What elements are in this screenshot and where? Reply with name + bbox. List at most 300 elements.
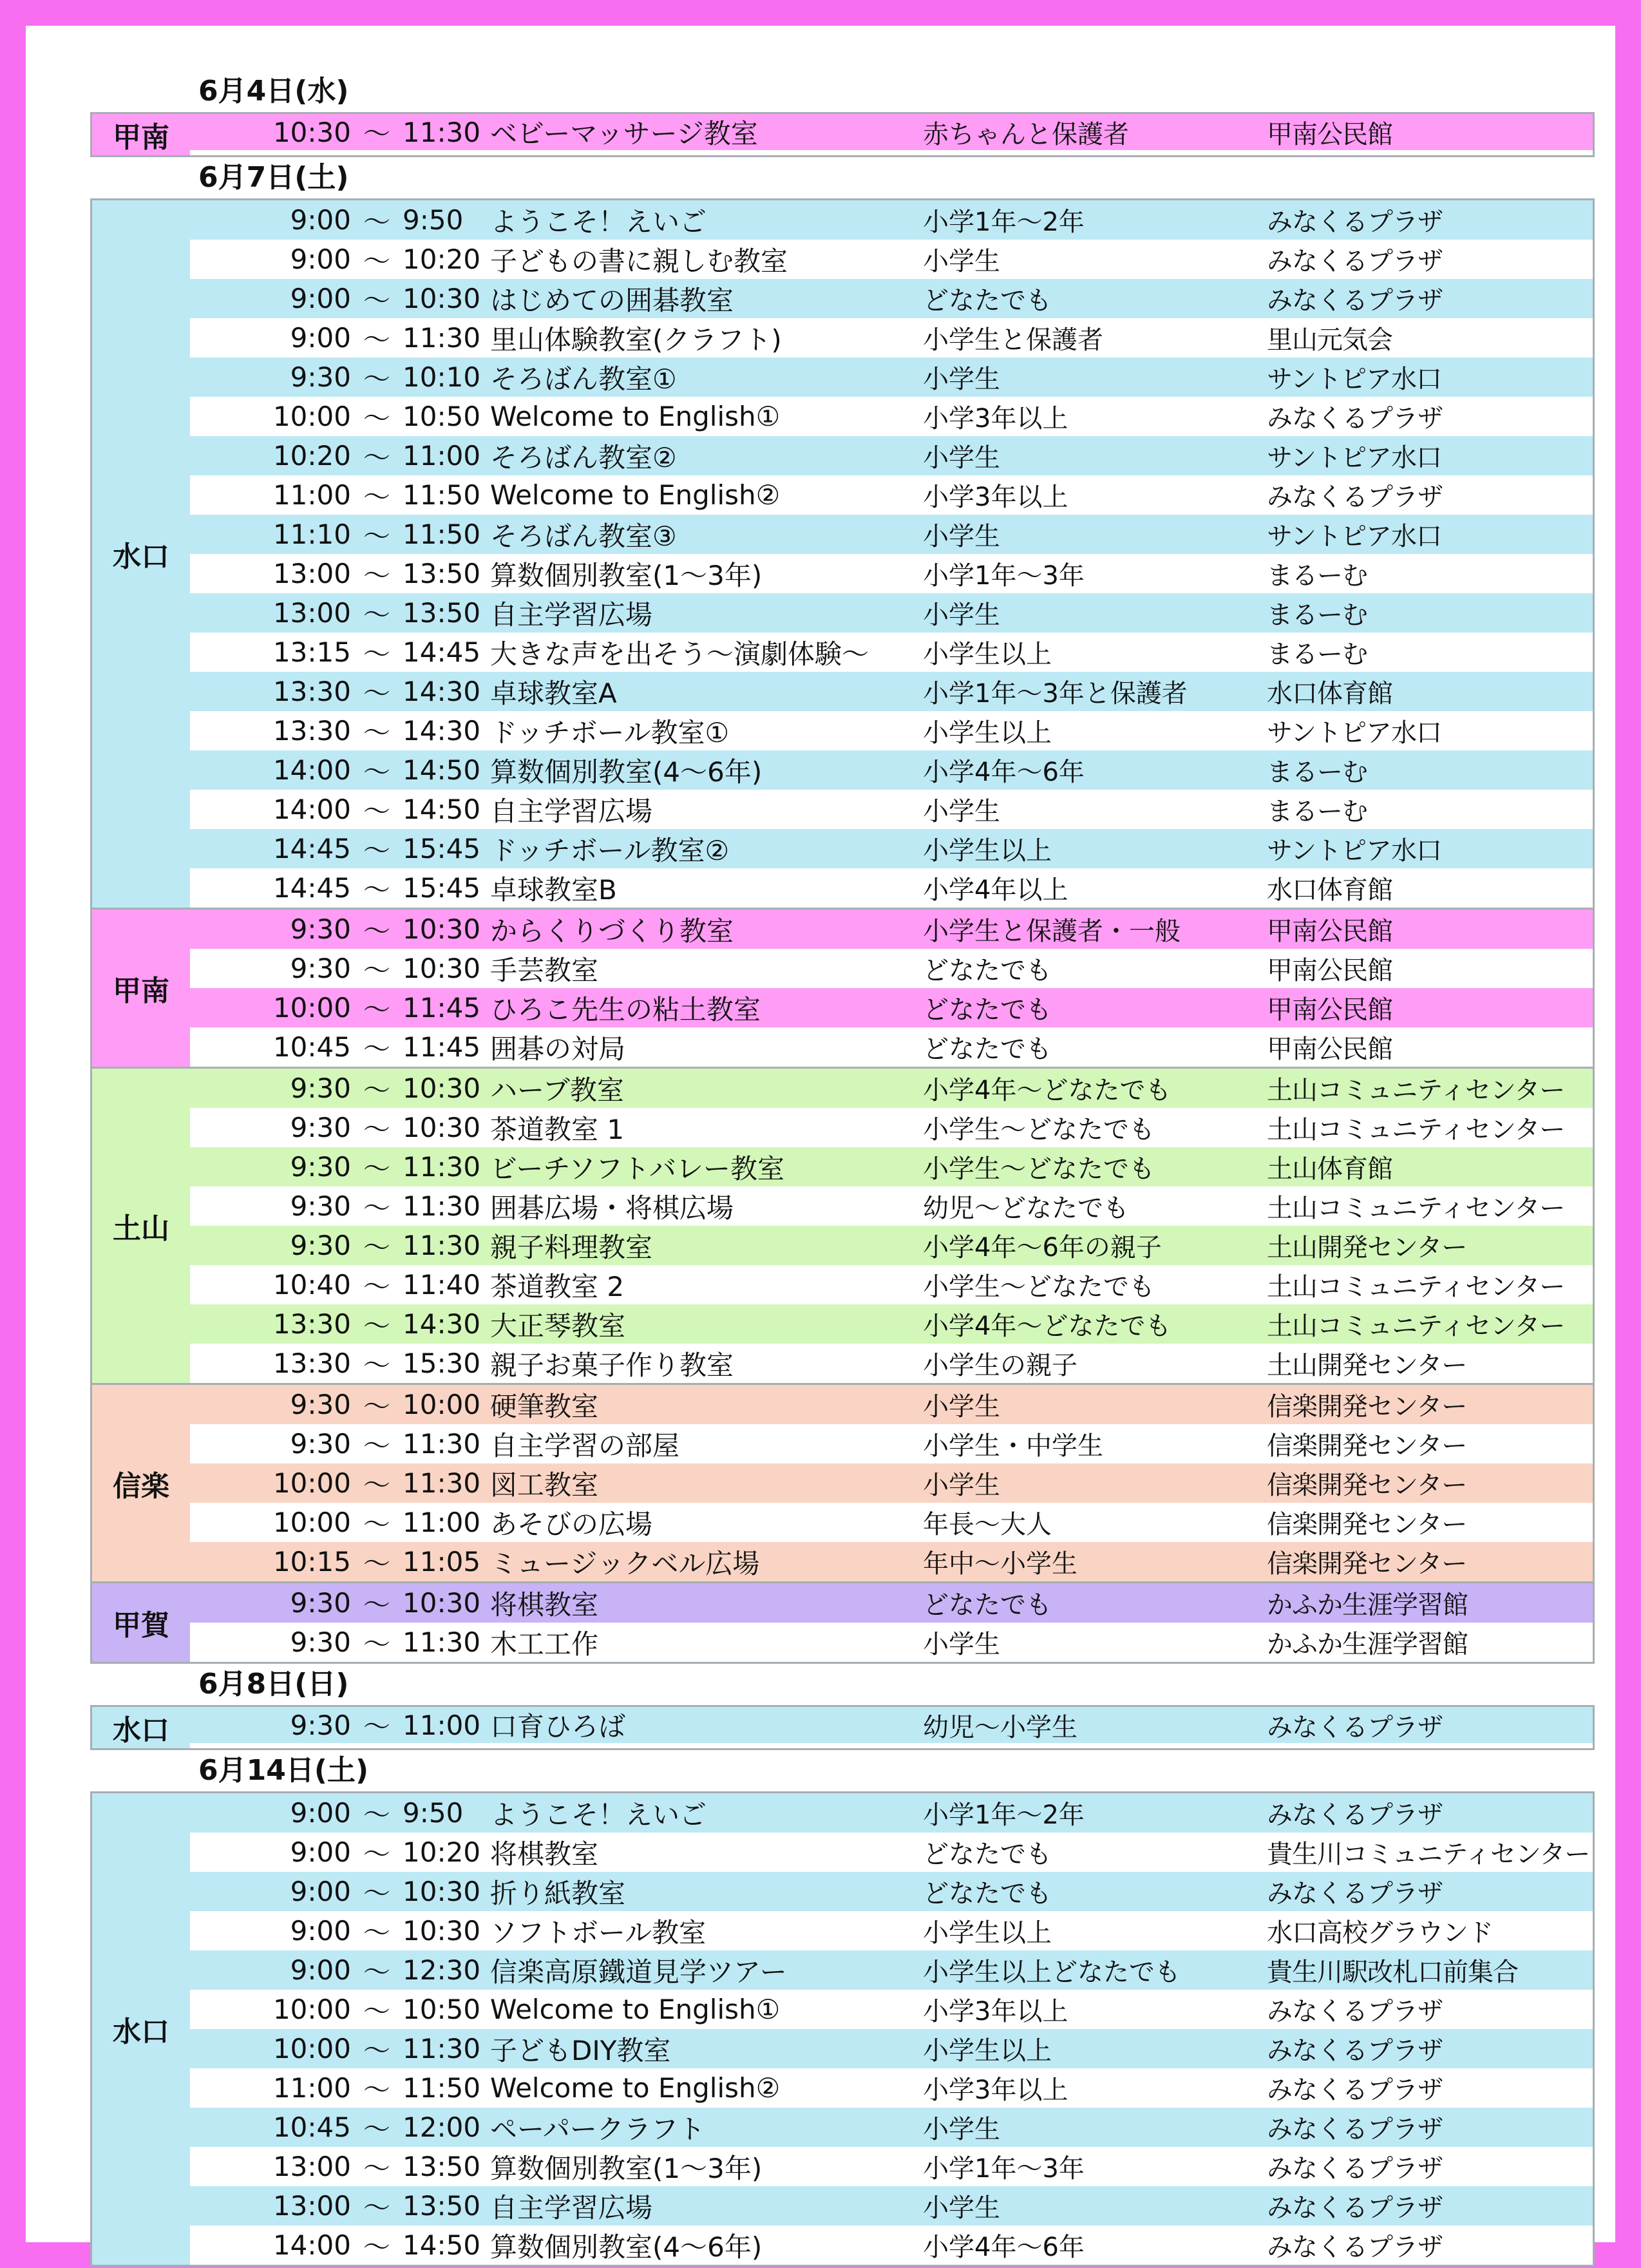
event-name: ドッチボール教室② (490, 834, 730, 866)
event-row (190, 988, 1593, 1027)
event-rows (190, 910, 1593, 1067)
event-target: 小学4年～6年の親子 (923, 1233, 1162, 1263)
start-time: 13:30 (272, 676, 351, 707)
start-time: 13:30 (272, 1348, 351, 1379)
event-place: みなくるプラザ (1267, 2233, 1443, 2262)
event-row (190, 2225, 1593, 2265)
event-place: 甲南公民館 (1267, 995, 1392, 1025)
event-name: 大正琴教室 (490, 1310, 626, 1342)
time-separator: ～ (363, 598, 390, 631)
event-name: 茶道教室 2 (490, 1270, 625, 1302)
event-name: 里山体験教室(クラフト) (490, 323, 782, 356)
event-name: 木工工作 (490, 1628, 599, 1660)
end-time: 11:00 (403, 440, 481, 472)
event-target: 幼児～小学生 (923, 1712, 1077, 1742)
event-row (190, 475, 1593, 515)
event-place: 水口体育館 (1267, 875, 1392, 905)
event-place: 甲南公民館 (1267, 917, 1392, 946)
event-rows (190, 1583, 1593, 1662)
end-time: 10:20 (403, 1836, 481, 1868)
time-separator: ～ (363, 1711, 390, 1742)
event-name: ベビーマッサージ教室 (490, 118, 758, 149)
end-time: 11:50 (403, 479, 481, 511)
area-group (90, 112, 1595, 157)
time-separator: ～ (363, 1877, 390, 1909)
start-time: 9:00 (290, 1797, 351, 1829)
time-separator: ～ (363, 1429, 390, 1462)
area-label: 信楽 (92, 1385, 190, 1581)
event-rows (190, 114, 1593, 155)
time-separator: ～ (363, 1074, 390, 1106)
time-separator: ～ (363, 363, 390, 395)
end-time: 10:30 (403, 953, 481, 984)
date-heading: 6月4日(水) (198, 75, 349, 108)
event-name: 硬筆教室 (490, 1390, 599, 1422)
event-place: まるーむ (1267, 600, 1367, 630)
date-heading: 6月7日(土) (198, 161, 349, 194)
time-separator: ～ (363, 559, 390, 591)
start-time: 9:00 (290, 204, 351, 236)
area-label: 甲南 (92, 910, 190, 1067)
area-group (90, 1069, 1595, 1385)
start-time: 10:00 (272, 1507, 351, 1538)
time-separator: ～ (363, 1956, 390, 1988)
event-row (190, 1463, 1593, 1503)
event-name: 卓球教室A (490, 677, 617, 709)
event-row (190, 2108, 1593, 2147)
start-time: 9:30 (290, 1151, 351, 1183)
end-time: 9:50 (403, 204, 464, 236)
event-row (190, 1872, 1593, 1911)
area-group (90, 910, 1595, 1069)
time-separator: ～ (363, 677, 390, 709)
time-separator: ～ (363, 834, 390, 866)
time-separator: ～ (363, 284, 390, 316)
event-target: 小学生 (923, 247, 1000, 276)
event-name: 子どもDIY教室 (490, 2034, 671, 2066)
time-separator: ～ (363, 915, 390, 947)
end-time: 10:50 (403, 401, 481, 432)
event-name: 自主学習広場 (490, 598, 653, 631)
end-time: 10:00 (403, 1389, 481, 1420)
event-place: みなくるプラザ (1267, 2075, 1443, 2105)
time-separator: ～ (363, 993, 390, 1025)
event-row (190, 554, 1593, 593)
event-target: 小学生 (923, 443, 1000, 473)
time-separator: ～ (363, 795, 390, 827)
event-place: 貴生川駅改札口前集合 (1267, 1958, 1518, 1987)
start-time: 9:30 (290, 953, 351, 984)
event-place: みなくるプラザ (1267, 247, 1443, 276)
end-time: 11:30 (403, 1467, 481, 1499)
event-row (190, 868, 1593, 908)
event-row (190, 1833, 1593, 1872)
event-target: 小学1年～3年 (923, 561, 1085, 591)
start-time: 11:00 (272, 2072, 351, 2104)
event-name: 親子お菓子作り教室 (490, 1349, 734, 1381)
event-row (190, 1344, 1593, 1383)
start-time: 14:45 (272, 872, 351, 904)
event-name: あそびの広場 (490, 1508, 653, 1540)
event-place: サントピア水口 (1267, 522, 1441, 551)
end-time: 10:30 (403, 913, 481, 945)
event-place: サントピア水口 (1267, 443, 1441, 473)
event-place: みなくるプラザ (1267, 1712, 1443, 1742)
end-time: 14:30 (403, 1308, 481, 1340)
event-target: 小学3年以上 (923, 404, 1068, 434)
start-time: 10:20 (272, 440, 351, 472)
event-row (190, 633, 1593, 672)
area-label: 土山 (92, 1069, 190, 1383)
event-target: どなたでも (923, 1879, 1052, 1909)
end-time: 14:50 (403, 794, 481, 825)
end-time: 11:30 (403, 322, 481, 354)
event-target: 年長～大人 (923, 1510, 1052, 1539)
event-name: からくりづくり教室 (490, 915, 734, 947)
event-place: 水口体育館 (1267, 679, 1392, 709)
event-place: みなくるプラザ (1267, 2115, 1443, 2144)
event-place: 甲南公民館 (1267, 1034, 1392, 1064)
start-time: 9:00 (290, 1876, 351, 1907)
event-row (190, 1707, 1593, 1743)
event-place: みなくるプラザ (1267, 1879, 1443, 1909)
event-name: 口育ひろば (490, 1711, 626, 1742)
start-time: 13:30 (272, 715, 351, 747)
event-target: 小学生 (923, 600, 1000, 630)
event-place: みなくるプラザ (1267, 1800, 1443, 1830)
event-place: 信楽開発センター (1267, 1549, 1467, 1579)
end-time: 10:30 (403, 1072, 481, 1104)
event-target: 小学生～どなたでも (923, 1154, 1155, 1184)
event-row (190, 357, 1593, 397)
time-separator: ～ (363, 481, 390, 513)
end-time: 11:40 (403, 1269, 481, 1301)
end-time: 10:30 (403, 1915, 481, 1947)
event-name: Welcome to English② (490, 479, 781, 511)
event-name: 図工教室 (490, 1469, 599, 1501)
event-row (190, 1385, 1593, 1424)
event-rows (190, 1385, 1593, 1581)
event-row (190, 1186, 1593, 1226)
start-time: 10:30 (272, 116, 351, 148)
start-time: 9:00 (290, 1954, 351, 1986)
event-row (190, 1108, 1593, 1147)
event-row (190, 240, 1593, 279)
date-heading: 6月14日(土) (198, 1754, 369, 1787)
event-place: かふか生涯学習館 (1267, 1630, 1468, 1659)
time-separator: ～ (363, 1547, 390, 1579)
end-time: 11:45 (403, 992, 481, 1024)
event-target: 小学生と保護者 (923, 325, 1103, 355)
event-target: 小学生 (923, 2193, 1000, 2223)
time-separator: ～ (363, 402, 390, 434)
event-place: 土山コミュニティセンター (1267, 1115, 1565, 1145)
event-place: みなくるプラザ (1267, 482, 1443, 512)
time-separator: ～ (363, 323, 390, 356)
event-row (190, 2147, 1593, 2186)
end-time: 10:30 (403, 1112, 481, 1143)
event-row (190, 711, 1593, 750)
time-separator: ～ (363, 1270, 390, 1302)
event-name: 信楽高原鐵道見学ツアー (490, 1956, 787, 1988)
time-separator: ～ (363, 1469, 390, 1501)
start-time: 9:00 (290, 243, 351, 275)
start-time: 9:00 (290, 1915, 351, 1947)
time-separator: ～ (363, 1390, 390, 1422)
end-time: 10:20 (403, 243, 481, 275)
time-separator: ～ (363, 1995, 390, 2027)
event-rows (190, 200, 1593, 908)
event-target: 小学生の親子 (923, 1351, 1077, 1380)
area-label: 甲南 (92, 114, 190, 155)
event-place: みなくるプラザ (1267, 286, 1443, 316)
time-separator: ～ (363, 2231, 390, 2263)
event-name: 算数個別教室(4～6年) (490, 2231, 763, 2263)
start-time: 9:30 (290, 1112, 351, 1143)
event-place: 土山コミュニティセンター (1267, 1272, 1565, 1302)
end-time: 10:30 (403, 283, 481, 314)
end-time: 13:50 (403, 597, 481, 629)
event-name: そろばん教室① (490, 363, 677, 395)
event-name: そろばん教室③ (490, 520, 677, 552)
event-target: 小学生 (923, 365, 1000, 394)
event-row (190, 1793, 1593, 1833)
start-time: 14:00 (272, 2229, 351, 2261)
event-target: 小学1年～2年 (923, 207, 1085, 237)
event-row (190, 1304, 1593, 1344)
event-row (190, 1147, 1593, 1186)
time-separator: ～ (363, 118, 390, 149)
event-row (190, 672, 1593, 711)
area-label: 水口 (92, 200, 190, 908)
event-place: みなくるプラザ (1267, 2193, 1443, 2223)
event-row (190, 515, 1593, 554)
event-rows (190, 1793, 1593, 2265)
event-target: どなたでも (923, 1840, 1052, 1869)
end-time: 14:45 (403, 636, 481, 668)
end-time: 11:50 (403, 2072, 481, 2104)
event-target: 赤ちゃんと保護者 (923, 119, 1129, 149)
end-time: 10:10 (403, 361, 481, 393)
event-target: 小学生と保護者・一般 (923, 917, 1181, 946)
end-time: 11:30 (403, 1230, 481, 1261)
event-name: Welcome to English① (490, 1994, 781, 2025)
end-time: 13:50 (403, 2151, 481, 2182)
event-target: 小学生以上 (923, 718, 1052, 748)
area-group (90, 1583, 1595, 1664)
event-row (190, 2029, 1593, 2068)
event-place: 土山コミュニティセンター (1267, 1311, 1565, 1341)
event-name: 折り紙教室 (490, 1877, 626, 1909)
end-time: 11:30 (403, 1428, 481, 1460)
event-name: ペーパークラフト (490, 2113, 705, 2145)
area-group (90, 1791, 1595, 2267)
event-row (190, 790, 1593, 829)
event-place: まるーむ (1267, 797, 1367, 826)
time-separator: ～ (363, 1838, 390, 1870)
event-target: 小学生以上 (923, 1918, 1052, 1948)
event-target: どなたでも (923, 1034, 1052, 1064)
event-place: サントピア水口 (1267, 836, 1441, 866)
end-time: 14:50 (403, 2229, 481, 2261)
event-target: 小学3年以上 (923, 2075, 1068, 2105)
event-target: 小学4年～6年 (923, 758, 1085, 787)
start-time: 9:00 (290, 322, 351, 354)
end-time: 15:45 (403, 872, 481, 904)
event-row (190, 1911, 1593, 1950)
event-name: そろばん教室② (490, 441, 677, 473)
start-time: 10:00 (272, 2033, 351, 2064)
time-separator: ～ (363, 1628, 390, 1660)
event-row (190, 436, 1593, 475)
time-separator: ～ (363, 1231, 390, 1263)
event-place: 土山開発センター (1267, 1233, 1467, 1263)
end-time: 11:50 (403, 519, 481, 550)
start-time: 10:45 (272, 1031, 351, 1063)
start-time: 14:00 (272, 794, 351, 825)
time-separator: ～ (363, 2152, 390, 2184)
time-separator: ～ (363, 1192, 390, 1224)
event-target: 小学生 (923, 522, 1000, 551)
event-row (190, 279, 1593, 318)
event-name: 囲碁の対局 (490, 1033, 626, 1065)
event-target: 小学1年～3年 (923, 2154, 1085, 2184)
event-place: 信楽開発センター (1267, 1510, 1467, 1539)
event-row (190, 1950, 1593, 1990)
event-name: 子どもの書に親しむ教室 (490, 245, 788, 277)
date-heading: 6月8日(日) (198, 1668, 349, 1701)
event-target: 小学生・中学生 (923, 1431, 1103, 1461)
event-target: 小学生以上 (923, 2036, 1052, 2066)
event-place: みなくるプラザ (1267, 207, 1443, 237)
event-row (190, 593, 1593, 633)
start-time: 9:30 (290, 361, 351, 393)
end-time: 12:30 (403, 1954, 481, 1986)
event-place: 甲南公民館 (1267, 956, 1392, 986)
end-time: 11:30 (403, 1151, 481, 1183)
end-time: 14:30 (403, 676, 481, 707)
event-target: どなたでも (923, 286, 1052, 316)
end-time: 15:45 (403, 833, 481, 864)
event-name: 自主学習広場 (490, 795, 653, 827)
event-target: どなたでも (923, 995, 1052, 1025)
end-time: 10:30 (403, 1587, 481, 1619)
event-target: 小学4年～どなたでも (923, 1311, 1171, 1341)
time-separator: ～ (363, 1588, 390, 1621)
event-name: ミュージックベル広場 (490, 1547, 760, 1579)
event-place: 土山コミュニティセンター (1267, 1194, 1565, 1223)
event-target: 幼児～どなたでも (923, 1194, 1129, 1223)
start-time: 9:00 (290, 283, 351, 314)
time-separator: ～ (363, 1152, 390, 1185)
time-separator: ～ (363, 2191, 390, 2224)
event-target: 小学4年以上 (923, 875, 1068, 905)
event-row (190, 1990, 1593, 2029)
start-time: 10:40 (272, 1269, 351, 1301)
start-time: 10:00 (272, 992, 351, 1024)
end-time: 11:05 (403, 1546, 481, 1577)
event-row (190, 1542, 1593, 1581)
end-time: 11:00 (403, 1709, 481, 1741)
event-name: 囲碁広場・将棋広場 (490, 1192, 734, 1224)
end-time: 11:30 (403, 1190, 481, 1222)
area-label: 水口 (92, 1707, 190, 1748)
event-row (190, 2068, 1593, 2108)
area-group (90, 1385, 1595, 1583)
start-time: 9:30 (290, 1709, 351, 1741)
start-time: 14:00 (272, 754, 351, 786)
time-separator: ～ (363, 1349, 390, 1381)
end-time: 11:30 (403, 116, 481, 148)
event-target: どなたでも (923, 1590, 1052, 1620)
start-time: 9:00 (290, 1836, 351, 1868)
start-time: 10:00 (272, 1994, 351, 2025)
time-separator: ～ (363, 954, 390, 986)
event-name: 算数個別教室(4～6年) (490, 756, 763, 788)
event-target: 小学生以上 (923, 640, 1052, 669)
event-name: 親子料理教室 (490, 1231, 653, 1263)
time-separator: ～ (363, 245, 390, 277)
event-name: 自主学習の部屋 (490, 1429, 680, 1462)
end-time: 11:45 (403, 1031, 481, 1063)
event-target: 小学1年～2年 (923, 1800, 1085, 1830)
area-group (90, 1705, 1595, 1750)
time-separator: ～ (363, 2113, 390, 2145)
event-target: 小学生 (923, 1471, 1000, 1500)
event-target: 小学生 (923, 797, 1000, 826)
event-name: ビーチソフトバレー教室 (490, 1152, 784, 1185)
event-place: 信楽開発センター (1267, 1392, 1467, 1422)
time-separator: ～ (363, 520, 390, 552)
event-place: 土山開発センター (1267, 1351, 1467, 1380)
event-name: 茶道教室 1 (490, 1113, 625, 1145)
event-name: ようこそ！えいご (490, 1798, 707, 1831)
event-name: はじめての囲碁教室 (490, 284, 734, 316)
event-target: 小学3年以上 (923, 482, 1068, 512)
start-time: 13:00 (272, 2190, 351, 2222)
event-target: 小学生～どなたでも (923, 1272, 1155, 1302)
event-place: 里山元気会 (1267, 325, 1392, 355)
event-name: Welcome to English② (490, 2072, 781, 2104)
start-time: 13:00 (272, 597, 351, 629)
event-row (190, 1226, 1593, 1265)
event-rows (190, 1069, 1593, 1383)
event-target: 小学3年以上 (923, 1997, 1068, 2026)
end-time: 13:50 (403, 2190, 481, 2222)
start-time: 9:30 (290, 1190, 351, 1222)
event-place: みなくるプラザ (1267, 2036, 1443, 2066)
start-time: 13:15 (272, 636, 351, 668)
start-time: 14:45 (272, 833, 351, 864)
end-time: 11:30 (403, 2033, 481, 2064)
event-name: 手芸教室 (490, 954, 599, 986)
event-target: 小学生 (923, 2115, 1000, 2144)
event-target: 小学生 (923, 1392, 1000, 1422)
event-target: 年中～小学生 (923, 1549, 1077, 1579)
start-time: 9:30 (290, 1072, 351, 1104)
start-time: 10:15 (272, 1546, 351, 1577)
start-time: 9:30 (290, 1626, 351, 1658)
time-separator: ～ (363, 2073, 390, 2106)
event-row (190, 200, 1593, 240)
event-place: 甲南公民館 (1267, 119, 1392, 149)
start-time: 9:30 (290, 1389, 351, 1420)
time-separator: ～ (363, 638, 390, 670)
end-time: 14:50 (403, 754, 481, 786)
time-separator: ～ (363, 1113, 390, 1145)
event-place: かふか生涯学習館 (1267, 1590, 1468, 1620)
start-time: 10:45 (272, 2111, 351, 2143)
